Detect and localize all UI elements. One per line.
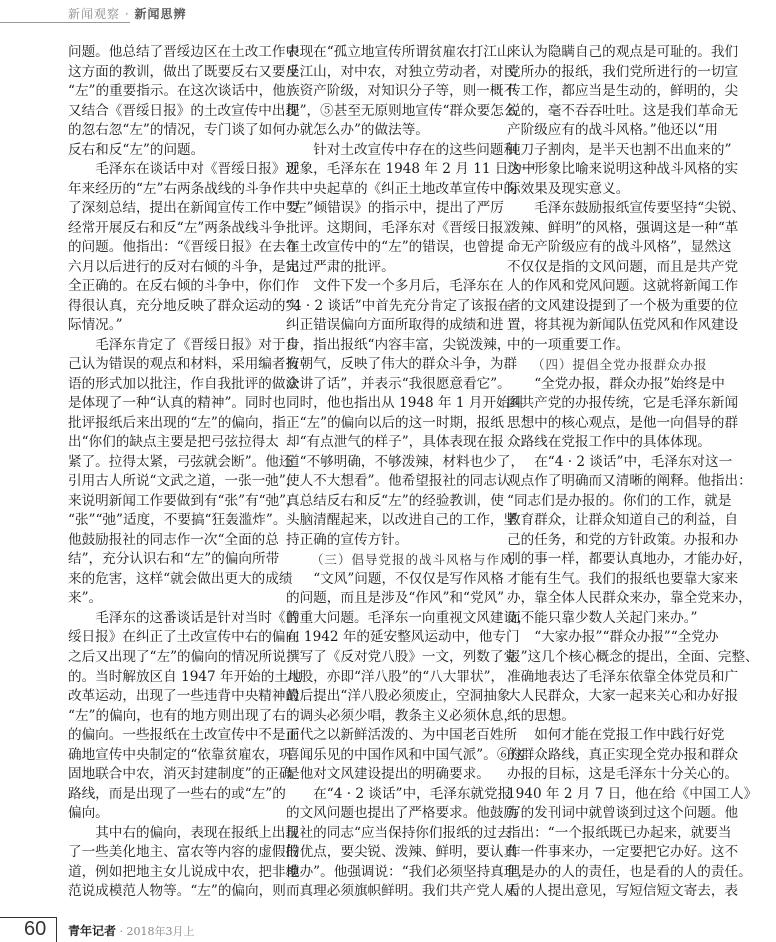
text-line: 泼辣、鲜明”的风格，强调这是一种“革 bbox=[507, 219, 739, 236]
text-line: 年来经历的“左”右两条战线的斗争作 bbox=[68, 180, 286, 197]
text-line: “左”的重要指示。在这次谈话中，他 bbox=[68, 83, 286, 100]
text-line: 置，将其视为新闻队伍党风和作风建设 bbox=[507, 317, 739, 334]
paragraph bbox=[68, 609, 302, 824]
text-line: 准确地表达了毛泽东依靠全体党员和广 bbox=[507, 668, 739, 685]
text-line: 来”。 bbox=[68, 590, 103, 607]
text-line: 之后又出现了“左”的偏向的情况所说 bbox=[68, 648, 286, 665]
text-line: 最后提出“洋八股必须废止，空洞抽象 bbox=[286, 688, 511, 705]
text-line: 其中右的偏向，表现在报纸上出现 bbox=[95, 824, 300, 841]
text-line: 观点作了明确而又清晰的阐释。他指出： bbox=[507, 473, 752, 490]
text-line: 的优点，要尖锐、泼辣、鲜明，要认真 bbox=[286, 844, 518, 861]
text-line: 党所办的报纸，我们党所进行的一切宣 bbox=[507, 63, 739, 80]
text-line: 在土改宣传中的“左”的错误，也曾提 bbox=[286, 239, 504, 256]
paragraph bbox=[68, 824, 300, 902]
paragraph bbox=[286, 277, 525, 550]
text-line: 地办”。他强调说：“我们必须坚持真理， bbox=[286, 863, 531, 880]
text-line: 出过严肃的批评。 bbox=[286, 258, 395, 275]
text-line: 但是办的人的责任，也是看的人的责任。 bbox=[507, 863, 752, 880]
text-line: 针对土改宣传中存在的这些问题和 bbox=[313, 141, 518, 158]
text-line: 而代之以新鲜活泼的、为中国老百姓所 bbox=[286, 727, 518, 744]
text-line: 得很认真，充分地反映了群众运动的实 bbox=[68, 297, 300, 314]
text-line: 有朝气，反映了伟大的群众斗争，为群 bbox=[286, 356, 518, 373]
text-line: 众讲了话”，并表示“我很愿意看它”。 bbox=[286, 375, 511, 392]
text-line: 的问题，而且是涉及“作风”和“党风” bbox=[286, 590, 505, 607]
text-line: 结”，充分认识右和“左”的偏向所带 bbox=[68, 551, 280, 568]
text-line: 却“有点泄气的样子”，具体表现在报 bbox=[286, 434, 504, 451]
text-line: 的问题。他指出：“《晋绥日报》在去年 bbox=[68, 239, 300, 256]
text-line: 纠正错误偏向方面所取得的成绩和进 bbox=[286, 317, 504, 334]
text-line: 八股，亦即“洋八股”的“八大罪状”， bbox=[286, 668, 505, 685]
text-line: 道“不够明确，不够泼辣，材料也少了， bbox=[286, 453, 525, 470]
text-line: 绥日报》在纠正了土改宣传中右的偏向 bbox=[68, 629, 300, 646]
text-line: 又结合《晋绥日报》的土改宣传中出现 bbox=[68, 102, 300, 119]
text-line: 道，例如把地主女儿说成中农，把非模 bbox=[68, 863, 300, 880]
text-line: 写的发刊词中就曾谈到过这个问题。他 bbox=[507, 805, 739, 822]
text-line: 的重大问题。毛泽东一向重视文风建设， bbox=[286, 609, 531, 626]
subsection-name: 新闻思辨 bbox=[134, 7, 187, 21]
text-line: 别的事一样，都要认真地办，才能办好， bbox=[507, 551, 752, 568]
journal-name: 青年记者 bbox=[68, 924, 117, 938]
paragraph bbox=[286, 141, 536, 278]
text-column-2 bbox=[286, 43, 536, 902]
text-line: 教育群众，让群众知道自己的利益，自 bbox=[507, 512, 739, 529]
text-line: 的忽右忽“左”的情况，专门谈了如何 bbox=[68, 122, 286, 139]
paragraph bbox=[286, 570, 531, 785]
text-line: 步，指出报纸“内容丰富，尖锐泼辣， bbox=[286, 336, 511, 353]
text-line: 办报的目标，这是毛泽东十分关心的。 bbox=[507, 766, 739, 783]
text-line: 坐江山，对中农，对独立劳动者，对民 bbox=[286, 63, 518, 80]
header-separator: · bbox=[120, 7, 135, 21]
text-line: 文件下发一个多月后，毛泽东在 bbox=[313, 278, 504, 295]
paragraph bbox=[68, 336, 300, 609]
text-line: 批评报纸后来出现的“左”的偏向，指 bbox=[68, 414, 286, 431]
text-line: 中的一项重要工作。 bbox=[507, 336, 630, 353]
header-rule bbox=[0, 22, 130, 23]
text-line: 的群众路线，真正实现全党办报和群众 bbox=[507, 746, 739, 763]
text-line: 报社的同志“应当保持你们报纸的过去 bbox=[286, 824, 511, 841]
text-line: 而不能只靠少数人关起门来办。” bbox=[507, 609, 698, 626]
text-line: 是他对文风建设提出的明确要求。 bbox=[286, 766, 490, 783]
text-line: 全正确的。在反右倾的斗争中，你们作 bbox=[68, 278, 300, 295]
text-line: 路线，而是出现了一些右的或“左”的 bbox=[68, 785, 286, 802]
text-line: 表现在“孤立地宣传所谓贫雇农打江山 bbox=[286, 44, 511, 60]
text-line: 经常开展反右和反“左”两条战线斗争 bbox=[68, 219, 286, 236]
running-header bbox=[68, 5, 186, 22]
text-line: 指出：“一个报纸既已办起来，就要当 bbox=[507, 824, 732, 841]
text-line: 六月以后进行的反对右倾的斗争，是完 bbox=[68, 258, 300, 275]
text-line: 己认为错误的观点和材料，采用编者按 bbox=[68, 356, 300, 373]
text-line: 紧了。拉得太紧，弓弦就会断”。他还 bbox=[68, 453, 293, 470]
text-line: 持正确的宣传方针。 bbox=[286, 531, 409, 548]
text-line: 头脑清醒起来，以改进自己的工作，坚 bbox=[286, 512, 518, 529]
text-line: 来的危害，这样“就会做出更大的成绩 bbox=[68, 570, 293, 587]
text-line: 思想中的核心观点，是他一向倡导的群 bbox=[507, 414, 739, 431]
paragraph bbox=[507, 726, 758, 902]
text-line: 作一件事来办，一定要把它办好。这不 bbox=[507, 844, 739, 861]
text-line: （四）提倡全党办报群众办报 bbox=[532, 357, 708, 373]
text-column-3 bbox=[507, 43, 759, 902]
text-line: 了深刻总结，提出在新闻宣传工作中要 bbox=[68, 200, 300, 217]
page-number: 60 bbox=[24, 918, 47, 940]
text-line: “文风”问题，不仅仅是写作风格 bbox=[313, 570, 504, 587]
text-line: 毛泽东在谈话中对《晋绥日报》近 bbox=[95, 161, 300, 178]
text-line: “左”的偏向，也有的地方则出现了右 bbox=[68, 707, 286, 724]
text-line: 语的形式加以批注，作自我批评的做法 bbox=[68, 375, 300, 392]
issue-date: · 2018年3月上 bbox=[116, 925, 195, 938]
text-line: 看的人提出意见，写短信短文寄去，表 bbox=[507, 883, 739, 900]
text-line: 报”这几个核心概念的提出，全面、完整、 bbox=[507, 648, 759, 665]
text-line: 这方面的教训，做出了既要反右又要反 bbox=[68, 63, 300, 80]
text-line: 偏向。 bbox=[68, 805, 109, 822]
paragraph bbox=[286, 785, 531, 902]
text-line: 1940 年 2 月 7 日，他在给《中国工人》 bbox=[507, 785, 758, 802]
text-line: “左”倾错误》的指示中，提出了严厉 bbox=[286, 200, 504, 217]
text-line: 而真理必须旗帜鲜明。我们共产党人从 bbox=[286, 883, 518, 900]
text-line: 出“你们的缺点主要是把弓弦拉得太 bbox=[68, 434, 279, 451]
text-line: 族资产阶级，对知识分子等，则一概不 bbox=[286, 83, 518, 100]
text-line: 者的文风建设提到了一个极为重要的位 bbox=[507, 297, 739, 314]
paragraph bbox=[507, 199, 746, 355]
text-line: 同时，他也指出从 1948 年 1 月开始纠 bbox=[286, 395, 524, 412]
text-line: 国共产党的办报传统，它是毛泽东新闻 bbox=[507, 395, 739, 412]
text-line: 范说成模范人物等。“左”的偏向，则 bbox=[68, 883, 286, 900]
text-line: （三）倡导党报的战斗风格与作风 bbox=[311, 552, 514, 568]
paragraph bbox=[507, 453, 752, 629]
paragraph bbox=[286, 43, 518, 141]
text-line: 毛泽东肯定了《晋绥日报》对于自 bbox=[95, 336, 300, 353]
text-line: 众路线在党报工作中的具体体现。 bbox=[507, 434, 711, 451]
text-line: 钝刀子割肉，是半天也割不出血来的” bbox=[507, 141, 732, 158]
text-line: 在“4 · 2 谈话”中，毛泽东就党报 bbox=[313, 785, 512, 802]
text-line: 办就怎么办”的做法等。 bbox=[286, 122, 429, 139]
text-column-1 bbox=[68, 43, 302, 902]
text-line: 的文风问题也提出了严格要求。他鼓励 bbox=[286, 805, 518, 822]
text-line: 是体现了一种“认真的精神”。同时也 bbox=[68, 395, 286, 412]
text-line: 不仅仅是指的文风问题，而且是共产党 bbox=[507, 258, 739, 275]
text-line: 大人民群众，大家一起来关心和办好报 bbox=[507, 688, 739, 705]
text-line: 人的作风和党风问题。这就将新闻工作 bbox=[507, 278, 739, 295]
text-line: 命无产阶级应有的战斗风格”，显然这 bbox=[507, 239, 732, 256]
text-line: 毛泽东的这番谈话是针对当时《晋 bbox=[95, 609, 300, 626]
text-line: 批评。这期间，毛泽东对《晋绥日报》 bbox=[286, 219, 518, 236]
text-line: 提”，⑤甚至无原则地宣传“群众要怎么 bbox=[286, 102, 518, 119]
text-line: 才能有生气。我们的报纸也要靠大家来 bbox=[507, 570, 739, 587]
footer-journal bbox=[68, 922, 195, 939]
section-heading bbox=[286, 550, 514, 570]
text-line: 产阶级应有的战斗风格。”他还以“用 bbox=[507, 122, 719, 139]
text-line: 己的任务，和党的方针政策。办报和办 bbox=[507, 531, 739, 548]
text-line: 来说明新闻工作要做到有“张”有“弛”， bbox=[68, 492, 300, 509]
section-name: 新闻观察 bbox=[68, 7, 121, 21]
text-line: 际效果及现实意义。 bbox=[507, 180, 630, 197]
paragraph bbox=[68, 43, 300, 160]
text-line: 如何才能在党报工作中践行好党 bbox=[534, 727, 725, 744]
text-line: 的调头必须少唱，教条主义必须休息， bbox=[286, 707, 518, 724]
text-line: 现象，毛泽东在 1948 年 2 月 11 日为中 bbox=[286, 161, 536, 178]
text-line: 正“左”的偏向以后的这一时期，报纸 bbox=[286, 414, 504, 431]
text-line: 确地宣传中央制定的“依靠贫雇农，巩 bbox=[68, 746, 293, 763]
text-line: 改革运动，出现了一些违背中央精神的 bbox=[68, 688, 300, 705]
text-line: “大家办报”“群众办报”“全党办 bbox=[534, 629, 719, 646]
text-line: 了一些美化地主、富农等内容的虚假报 bbox=[68, 844, 300, 861]
text-line: 共中央起草的《纠正土地改革宣传中的 bbox=[286, 180, 518, 197]
text-line: 使人不大想看”。他希望报社的同志认 bbox=[286, 473, 511, 490]
text-line: 来认为隐瞒自己的观点是可耻的。我们 bbox=[507, 44, 739, 60]
text-line: 在 1942 年的延安整风运动中，他专门 bbox=[286, 629, 520, 646]
text-line: 引用古人所说“文武之道，一张一弛”， bbox=[68, 473, 300, 490]
text-line: 问题。他总结了晋绥边区在土改工作中 bbox=[68, 44, 300, 60]
text-line: 传工作，都应当是生动的，鲜明的，尖 bbox=[507, 83, 739, 100]
text-line: 他鼓励报社的同志作一次“全面的总 bbox=[68, 531, 279, 548]
text-line: 固地联合中农，消灭封建制度”的正确 bbox=[68, 766, 293, 783]
text-line: “张”“弛”适度，不要搞“狂轰滥炸”。 bbox=[68, 512, 287, 529]
text-line: 撰写了《反对党八股》一文，列数了党 bbox=[286, 648, 518, 665]
text-line: “4 · 2 谈话”中首先充分肯定了该报在 bbox=[286, 297, 512, 314]
text-line: 毛泽东鼓励报纸宣传要坚持“尖锐、 bbox=[534, 200, 746, 217]
text-line: 真总结反右和反“左”的经验教训，使 bbox=[286, 492, 504, 509]
footer-divider bbox=[56, 917, 57, 942]
paragraph bbox=[507, 628, 759, 726]
paragraph bbox=[507, 43, 739, 199]
text-line: 际情况。” bbox=[68, 317, 123, 334]
section-heading bbox=[507, 355, 708, 375]
paragraph bbox=[507, 375, 739, 453]
text-line: “全党办报，群众办报”始终是中 bbox=[534, 375, 725, 392]
text-line: 办，靠全体人民群众来办，靠全党来办， bbox=[507, 590, 752, 607]
text-line: 反右和反“左”的问题。 bbox=[68, 141, 205, 158]
text-line: 的偏向。一些报纸在土改宣传中不是正 bbox=[68, 727, 300, 744]
text-line: 在“4 · 2 谈话”中，毛泽东对这一 bbox=[534, 453, 733, 470]
text-line: 锐的，毫不吞吞吐吐。这是我们革命无 bbox=[507, 102, 739, 119]
text-line: 纸的思想。 bbox=[507, 707, 575, 724]
text-line: 这一形象比喻来说明这种战斗风格的实 bbox=[507, 161, 739, 178]
text-line: 的。当时解放区自 1947 年开始的土地 bbox=[68, 668, 302, 685]
paragraph bbox=[68, 160, 300, 336]
text-line: 喜闻乐见的中国作风和中国气派”。⑥这 bbox=[286, 746, 525, 763]
text-line: “同志们是办报的。你们的工作，就是 bbox=[507, 492, 732, 509]
